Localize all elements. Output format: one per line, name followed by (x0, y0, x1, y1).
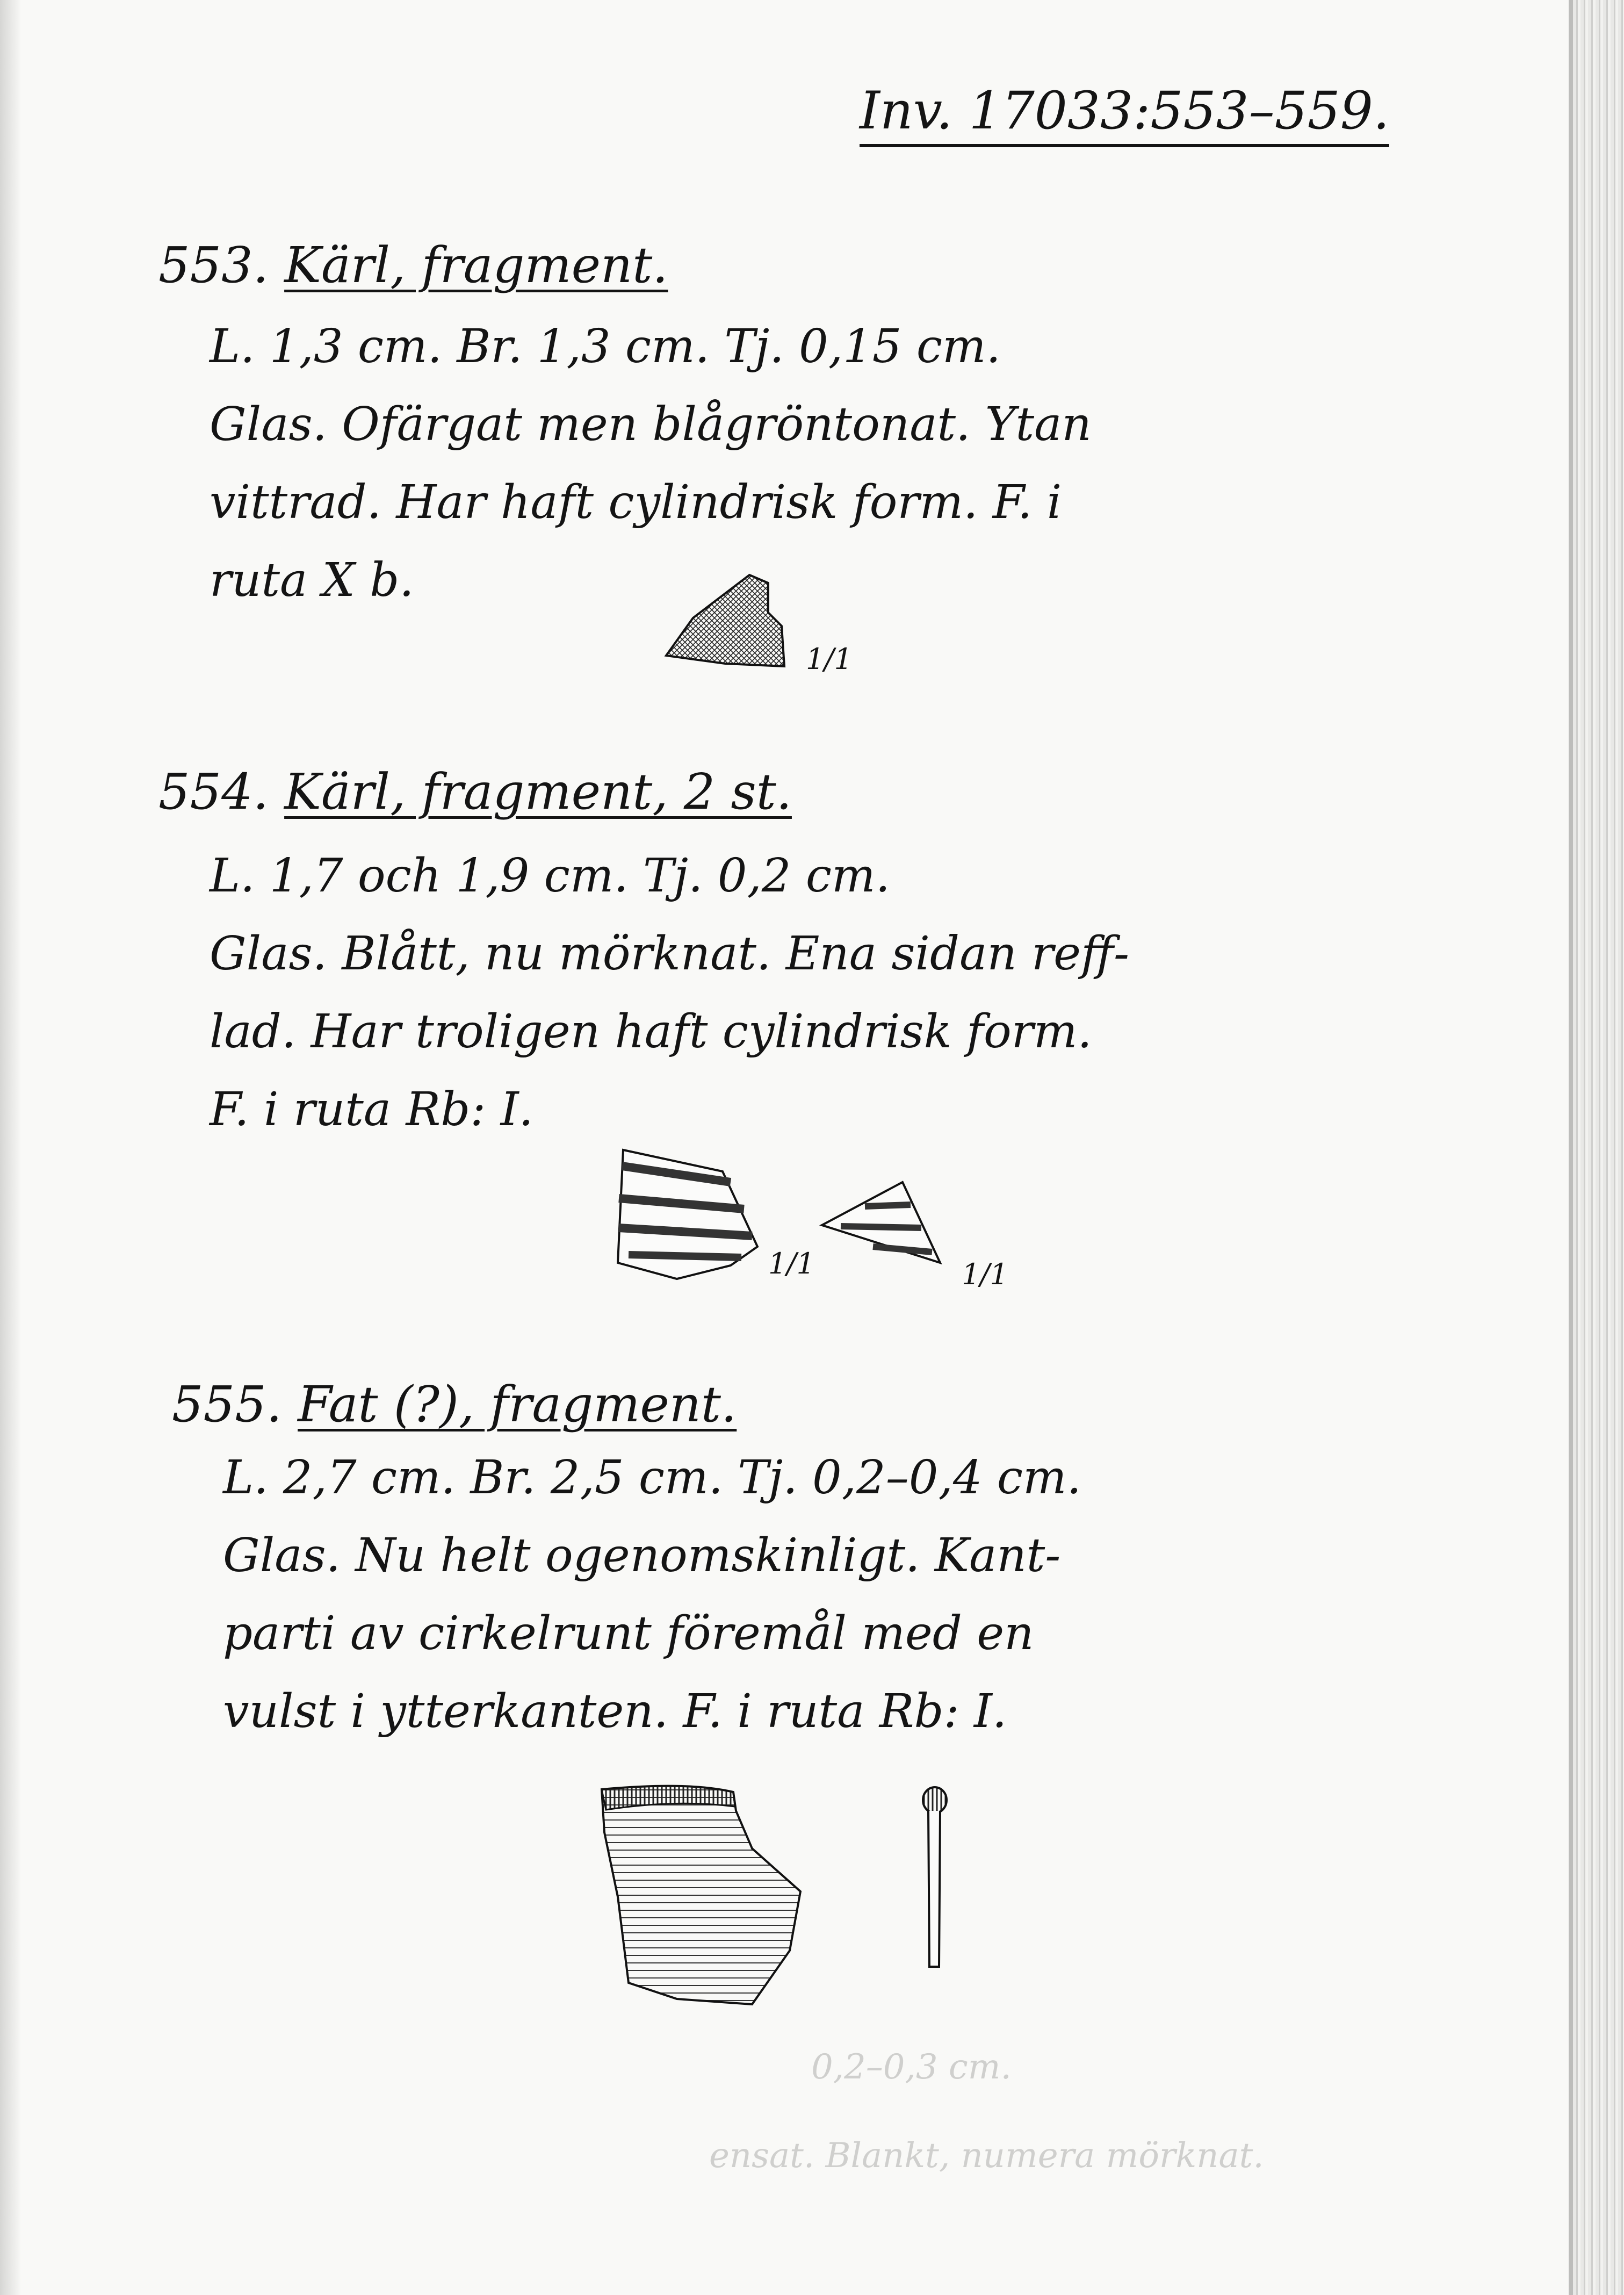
fragment-555-sketch (591, 1779, 817, 2015)
page-edge-line (1569, 0, 1573, 2295)
fragment-555-profile-sketch (913, 1784, 956, 1977)
show-through-text-2: ensat. Blankt, numera mörknat. (709, 2136, 1264, 2176)
entry-554-line-2: Glas. Blått, nu mörknat. Ena sidan reff- (210, 927, 1130, 981)
entry-555-number: 555. (172, 1376, 282, 1433)
entry-554-heading (158, 763, 792, 821)
entry-555-line-3: parti av cirkelrunt föremål med en (223, 1607, 1034, 1660)
entry-554-title: Kärl, fragment, 2 st. (284, 763, 792, 821)
fragment-553-sketch (661, 564, 800, 672)
entry-553-line-1: L. 1,3 cm. Br. 1,3 cm. Tj. 0,15 cm. (210, 320, 1001, 373)
show-through-text-1: 0,2–0,3 cm. (811, 2047, 1012, 2087)
entry-553-line-4: ruta X b. (210, 553, 414, 607)
entry-554b-scale-label: 1/1 (962, 1257, 1008, 1291)
page-stack-edge (1573, 0, 1624, 2295)
entry-553-number: 553. (158, 236, 269, 294)
entry-555-line-1: L. 2,7 cm. Br. 2,5 cm. Tj. 0,2–0,4 cm. (223, 1451, 1081, 1505)
page-gutter-shadow (0, 0, 21, 2295)
entry-555-line-4: vulst i ytterkanten. F. i ruta Rb: I. (223, 1685, 1007, 1738)
entry-553-line-3: vittrad. Har haft cylindrisk form. F. i (210, 476, 1062, 529)
entry-554-line-3: lad. Har troligen haft cylindrisk form. (210, 1005, 1092, 1059)
entry-555-line-2: Glas. Nu helt ogenomskinligt. Kant- (223, 1529, 1061, 1582)
inventory-number: Inv. 17033:553–559. (860, 81, 1389, 147)
entry-553-line-2: Glas. Ofärgat men blågröntonat. Ytan (210, 398, 1092, 451)
entry-554a-scale-label: 1/1 (768, 1247, 815, 1280)
entry-553-title: Kärl, fragment. (284, 236, 668, 294)
entry-554-line-4: F. i ruta Rb: I. (210, 1083, 533, 1136)
fragment-554b-sketch (817, 1177, 945, 1274)
entry-554-line-1: L. 1,7 och 1,9 cm. Tj. 0,2 cm. (210, 849, 890, 903)
entry-553-heading (158, 236, 668, 294)
entry-553-scale-label: 1/1 (806, 642, 853, 676)
entry-555-title: Fat (?), fragment. (298, 1376, 737, 1433)
fragment-554a-sketch (607, 1145, 774, 1290)
entry-554-number: 554. (158, 763, 269, 821)
entry-555-heading (172, 1376, 737, 1433)
